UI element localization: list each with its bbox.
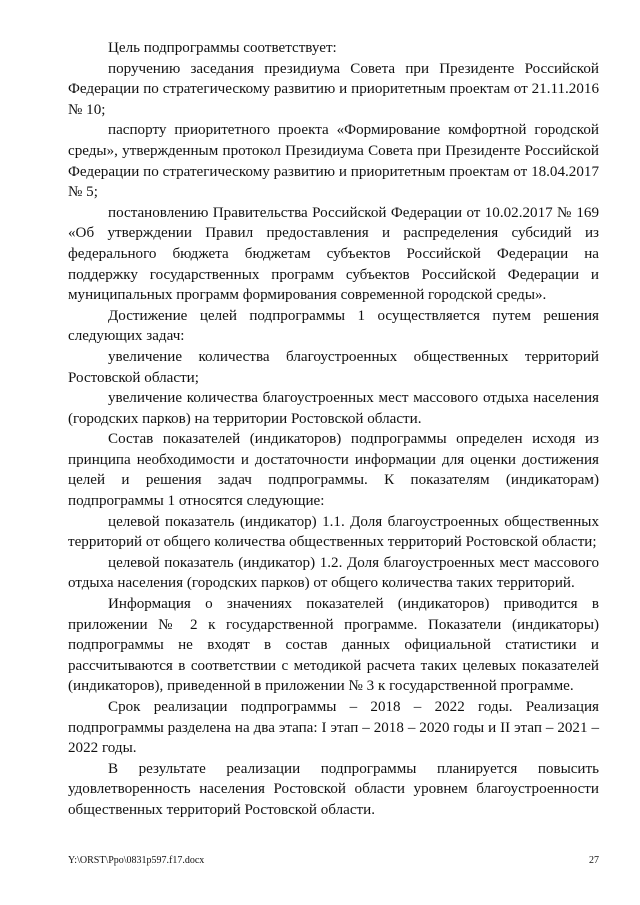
paragraph-task-parks: увеличение количества благоустроенных мест массового отдыха населения (городских парков) на территории Ростовской области. [68,390,599,427]
paragraph-indicator-info: Информация о значениях показателей (индикаторов) приводится в приложении № 2 к государственной программе. Показатели (индикаторы) подпрограммы не входят в состав данных официальной статистики и рассчитываются в соответствии с методикой расчета таких целевых показателей (индикаторов), приведенной в приложении № 3 к государственной программе. [68,596,599,695]
paragraph-goal-intro: Цель подпрограммы соответствует: [108,40,337,56]
paragraph-tasks-intro: Достижение целей подпрограммы 1 осуществляется путем решения следующих задач: [68,307,599,345]
paragraph-implementation-period: Срок реализации подпрограммы – 2018 – 2022 годы. Реализация подпрограммы разделена на два этапа: I этап – 2018 – 2020 годы и II этап – 2021 – 2022 годы. [68,699,599,757]
paragraph-government-resolution: постановлению Правительства Российской Федерации от 10.02.2017 № 169 «Об утверждении Правил предоставления и распределения субсидий из федерального бюджета бюджетам субъектов Российской Федерации на поддержку государственных программ субъектов Российской Федерации и муниципальных программ формирования современной городской среды». [68,204,599,304]
paragraph-project-passport: паспорту приоритетного проекта «Формирование комфортной городской среды», утвержденным протокол Президиума Совета при Президенте Российской Федерации по стратегическому развитию и приоритетным проектам от 18.04.2017 № 5; [68,122,599,201]
paragraph-indicators-composition: Состав показателей (индикаторов) подпрограммы определен исходя из принципа необходимости и достаточности информации для оценки достижения целей и решения задач подпрограммы. К показателям (индикаторам) подпрограммы 1 относятся следующие: [68,431,599,510]
paragraph-indicator-1-2: целевой показатель (индикатор) 1.2. Доля благоустроенных мест массового отдыха населения (городских парков) от общего количества таких территорий. [68,554,599,592]
paragraph-indicator-1-1: целевой показатель (индикатор) 1.1. Доля благоустроенных общественных территорий от общего количества общественных территорий Ростовской области; [68,513,599,551]
paragraph-task-public-territories: увеличение количества благоустроенных общественных территорий Ростовской области; [68,348,599,386]
paragraph-expected-result: В результате реализации подпрограммы планируется повысить удовлетворенность населения Ростовской области уровнем благоустроенности общественных территорий Ростовской области. [68,760,599,818]
footer-file-path: Y:\ORST\Ppo\0831p597.f17.docx [68,855,205,866]
footer-page-number: 27 [589,855,599,866]
paragraph-presidium-instruction: поручению заседания президиума Совета при Президенте Российской Федерации по стратегическому развитию и приоритетным проектам от 21.11.2016 № 10; [68,60,599,118]
document-body [68,38,599,821]
